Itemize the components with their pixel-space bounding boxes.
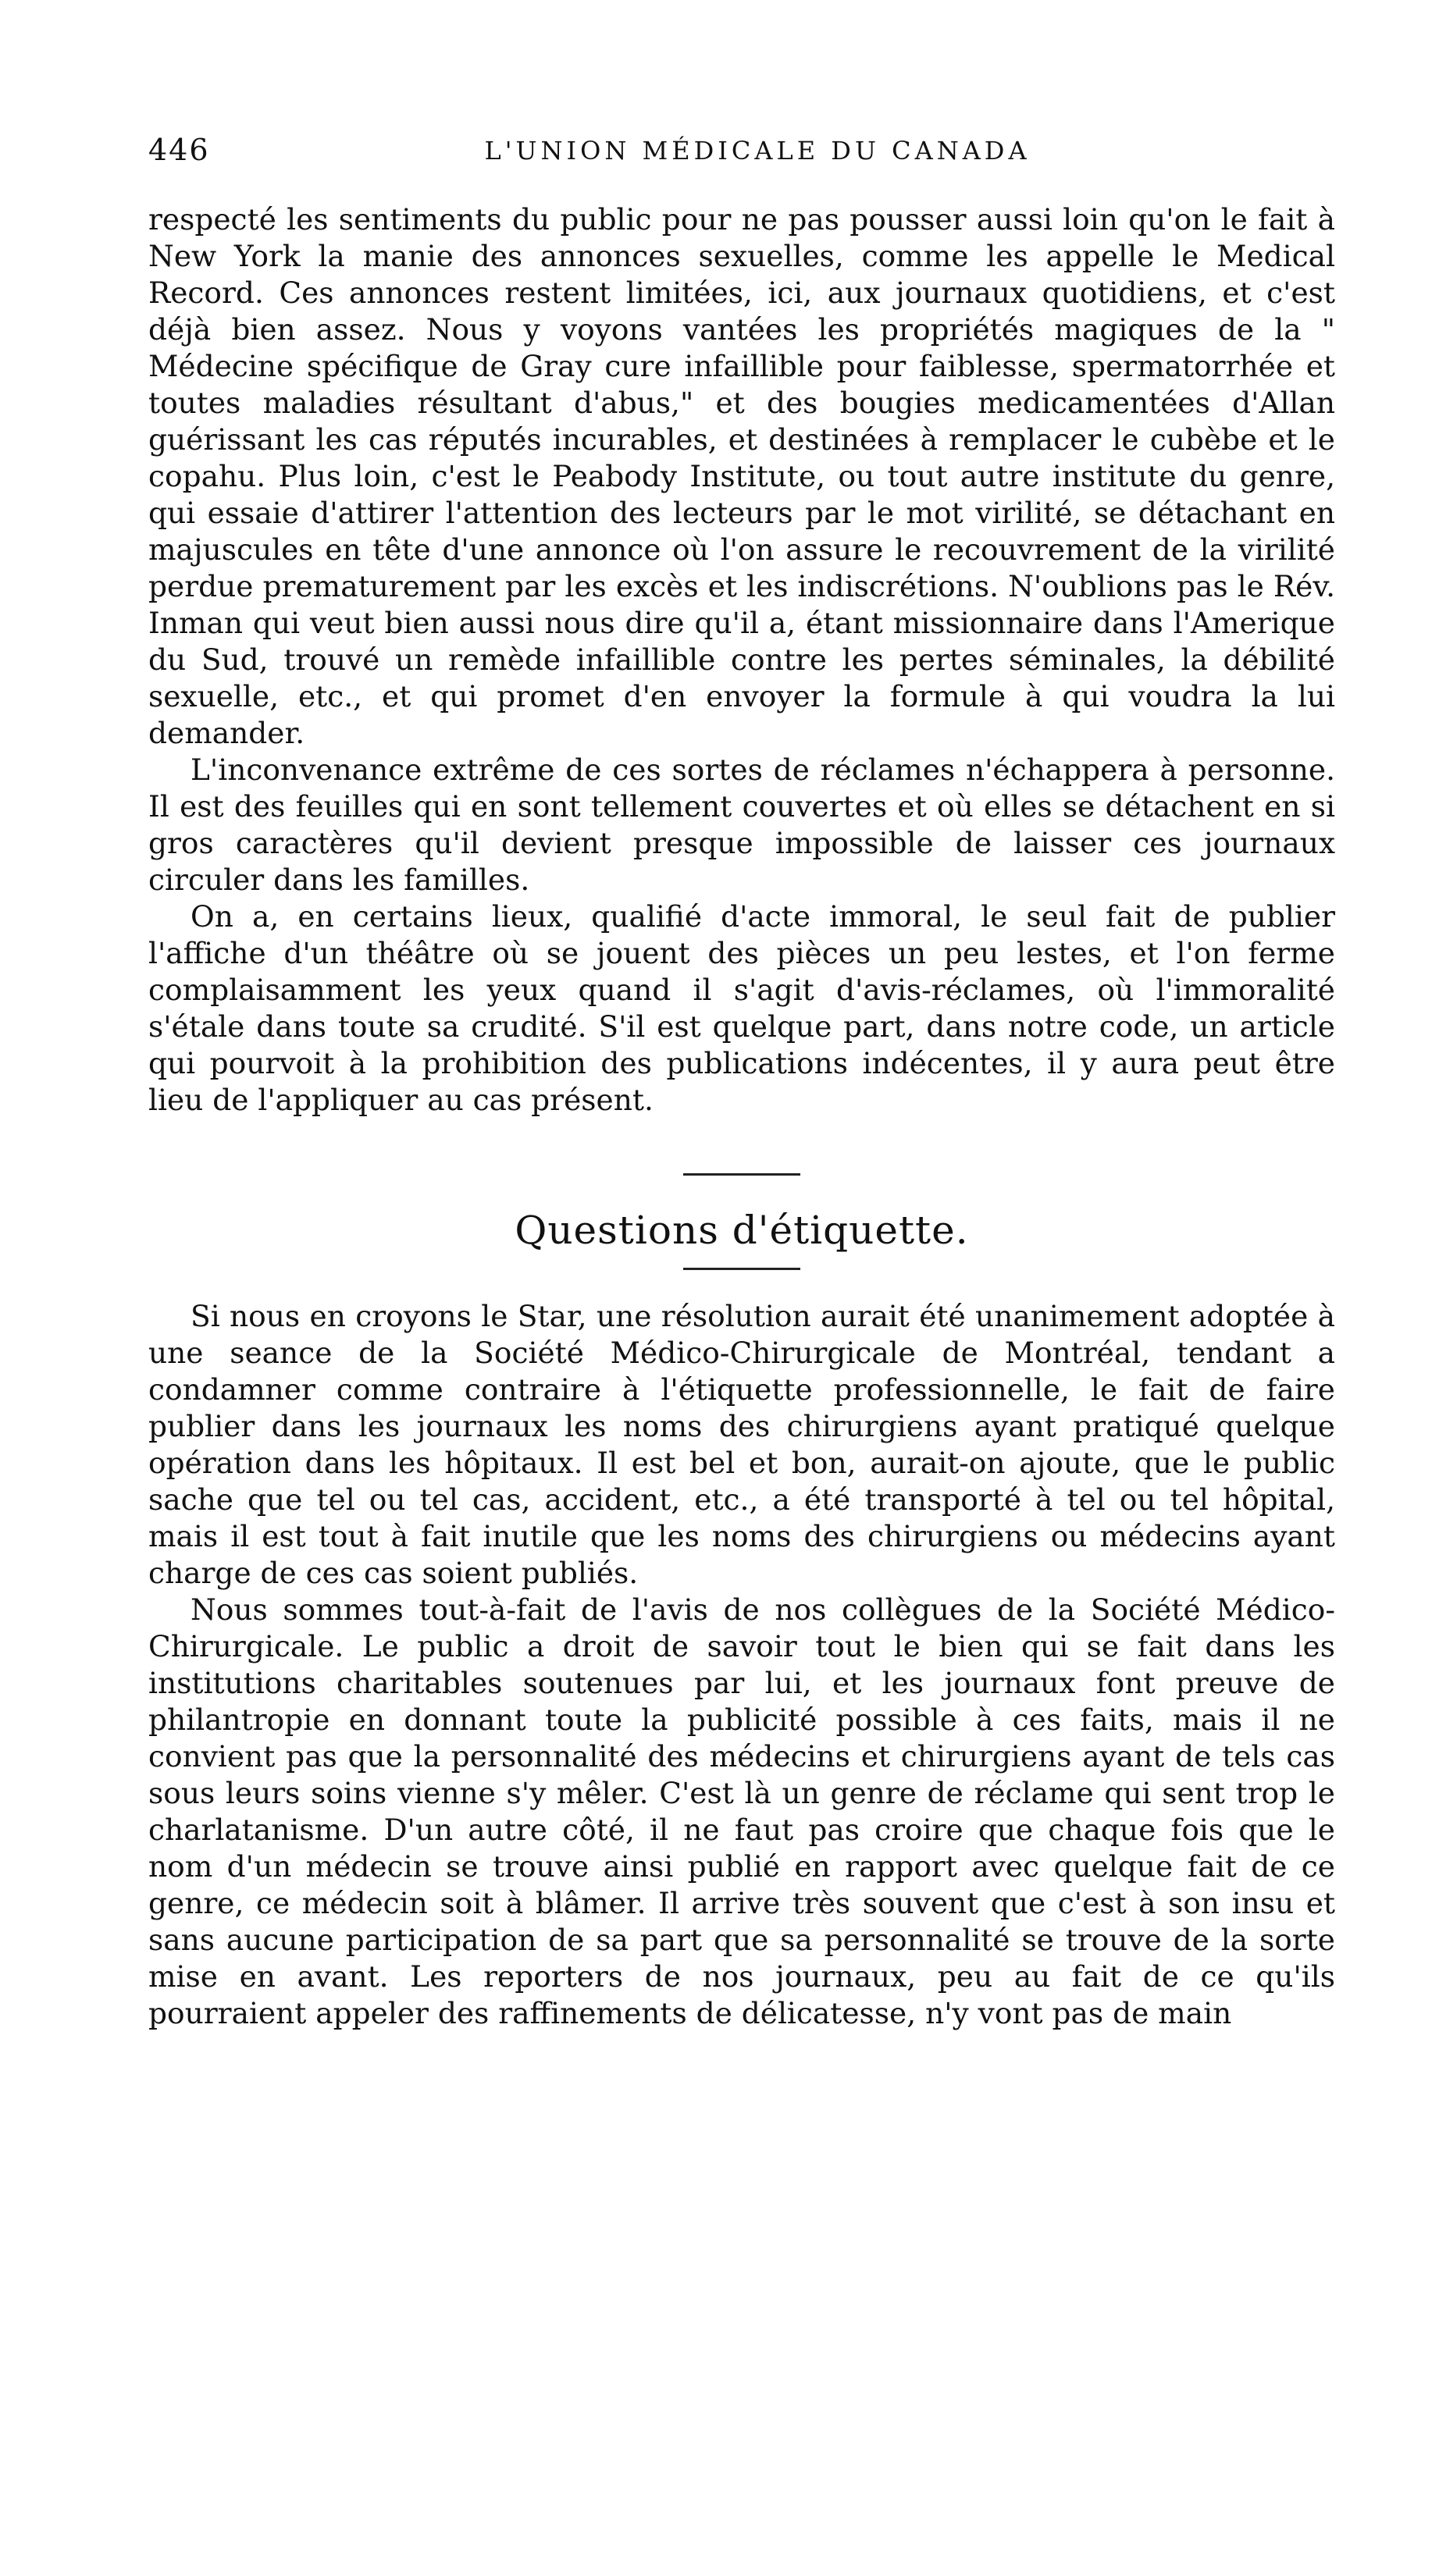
section-title: Questions d'étiquette.	[515, 1208, 969, 1253]
page-number: 446	[148, 133, 210, 167]
page-header	[148, 133, 1366, 180]
paragraph-avis-collegues: Nous sommes tout-à-fait de l'avis de nos collègues de la Société Médico-Chirurgicale. Le public a droit de savoir tout le bien qui se fait dans les institutions charitables soutenues par lui, et les journaux font preuve de philantropie en donnant toute la publicité possible à ces faits, mais il ne convient pas que la personnalité des médecins et chirurgiens ayant de tels cas sous leurs soins vienne s'y mêler. C'est là un genre de réclame qui sent trop le charlatanisme. D'un autre côté, il ne faut pas croire que chaque fois que le nom d'un médecin se trouve ainsi publié en rapport avec quelque fait de ce genre, ce médecin soit à blâmer. Il arrive très souvent que c'est à son insu et sans aucune participation de sa part que sa personnalité se trouve de la sorte mise en avant. Les reporters de nos journaux, peu au fait de ce qu'ils pourraient appeler des raffinements de délicatesse, n'y vont pas de main	[148, 1592, 1335, 2030]
paragraph-star-resolution: Si nous en croyons le Star, une résolution aurait été unanimement adoptée à une seance de la Société Médico-Chirurgicale de Montréal, tendant a condamner comme contraire à l'étiquette professionnelle, le fait de faire publier dans les journaux les noms des chirurgiens ayant pratiqué quelque opération dans les hôpitaux. Il est bel et bon, aurait-on ajoute, que le public sache que tel ou tel cas, accident, etc., a été transporté à tel ou tel hôpital, mais il est tout à fait inutile que les noms des chirurgiens ou médecins ayant charge de ces cas soient publiés.	[148, 1299, 1335, 1590]
section-divider-bottom	[683, 1268, 800, 1270]
paragraph-annonces-sexuelles: respecté les sentiments du public pour ne pas pousser aussi loin qu'on le fait à New York la manie des annonces sexuelles, comme les appelle le Medical Record. Ces annonces restent limitées, ici, aux journaux quotidiens, et c'est déjà bien assez. Nous y voyons vantées les propriétés magiques de la " Médecine spécifique de Gray cure infaillible pour faiblesse, spermatorrhée et toutes maladies résultant d'abus," et des bougies medicamentées d'Allan guérissant les cas réputés incurables, et destinées à remplacer le cubèbe et le copahu. Plus loin, c'est le Peabody Institute, ou tout autre institute du genre, qui essaie d'attirer l'attention des lecteurs par le mot virilité, se détachant en majuscules en tête d'une annonce où l'on assure le recouvrement de la virilité perdue prematurement par les excès et les indiscrétions. N'oublions pas le Rév. Inman qui veut bien aussi nous dire qu'il a, étant missionnaire dans l'Amerique du Sud, trouvé un remède infaillible contre les pertes séminales, la débilité sexuelle, etc., et qui promet d'en envoyer la formule à qui voudra la lui demander.	[148, 202, 1335, 750]
running-title: L'UNION MÉDICALE DU CANADA	[484, 136, 1031, 165]
article-body	[148, 201, 1335, 2032]
paragraph-inconvenance: L'inconvenance extrême de ces sortes de réclames n'échappera à personne. Il est des feuilles qui en sont tellement couvertes et où elles se détachent en si gros caractères qu'il devient presque impossible de laisser ces journaux circuler dans les familles.	[148, 753, 1335, 897]
section-divider-top	[683, 1173, 800, 1176]
paragraph-acte-immoral: On a, en certains lieux, qualifié d'acte immoral, le seul fait de publier l'affiche d'un théâtre où se jouent des pièces un peu lestes, et l'on ferme complaisamment les yeux quand il s'agit d'avis-réclames, où l'immoralité s'étale dans toute sa crudité. S'il est quelque part, dans notre code, un article qui pourvoit à la prohibition des publications indécentes, il y aura peut être lieu de l'appliquer au cas présent.	[148, 899, 1335, 1117]
